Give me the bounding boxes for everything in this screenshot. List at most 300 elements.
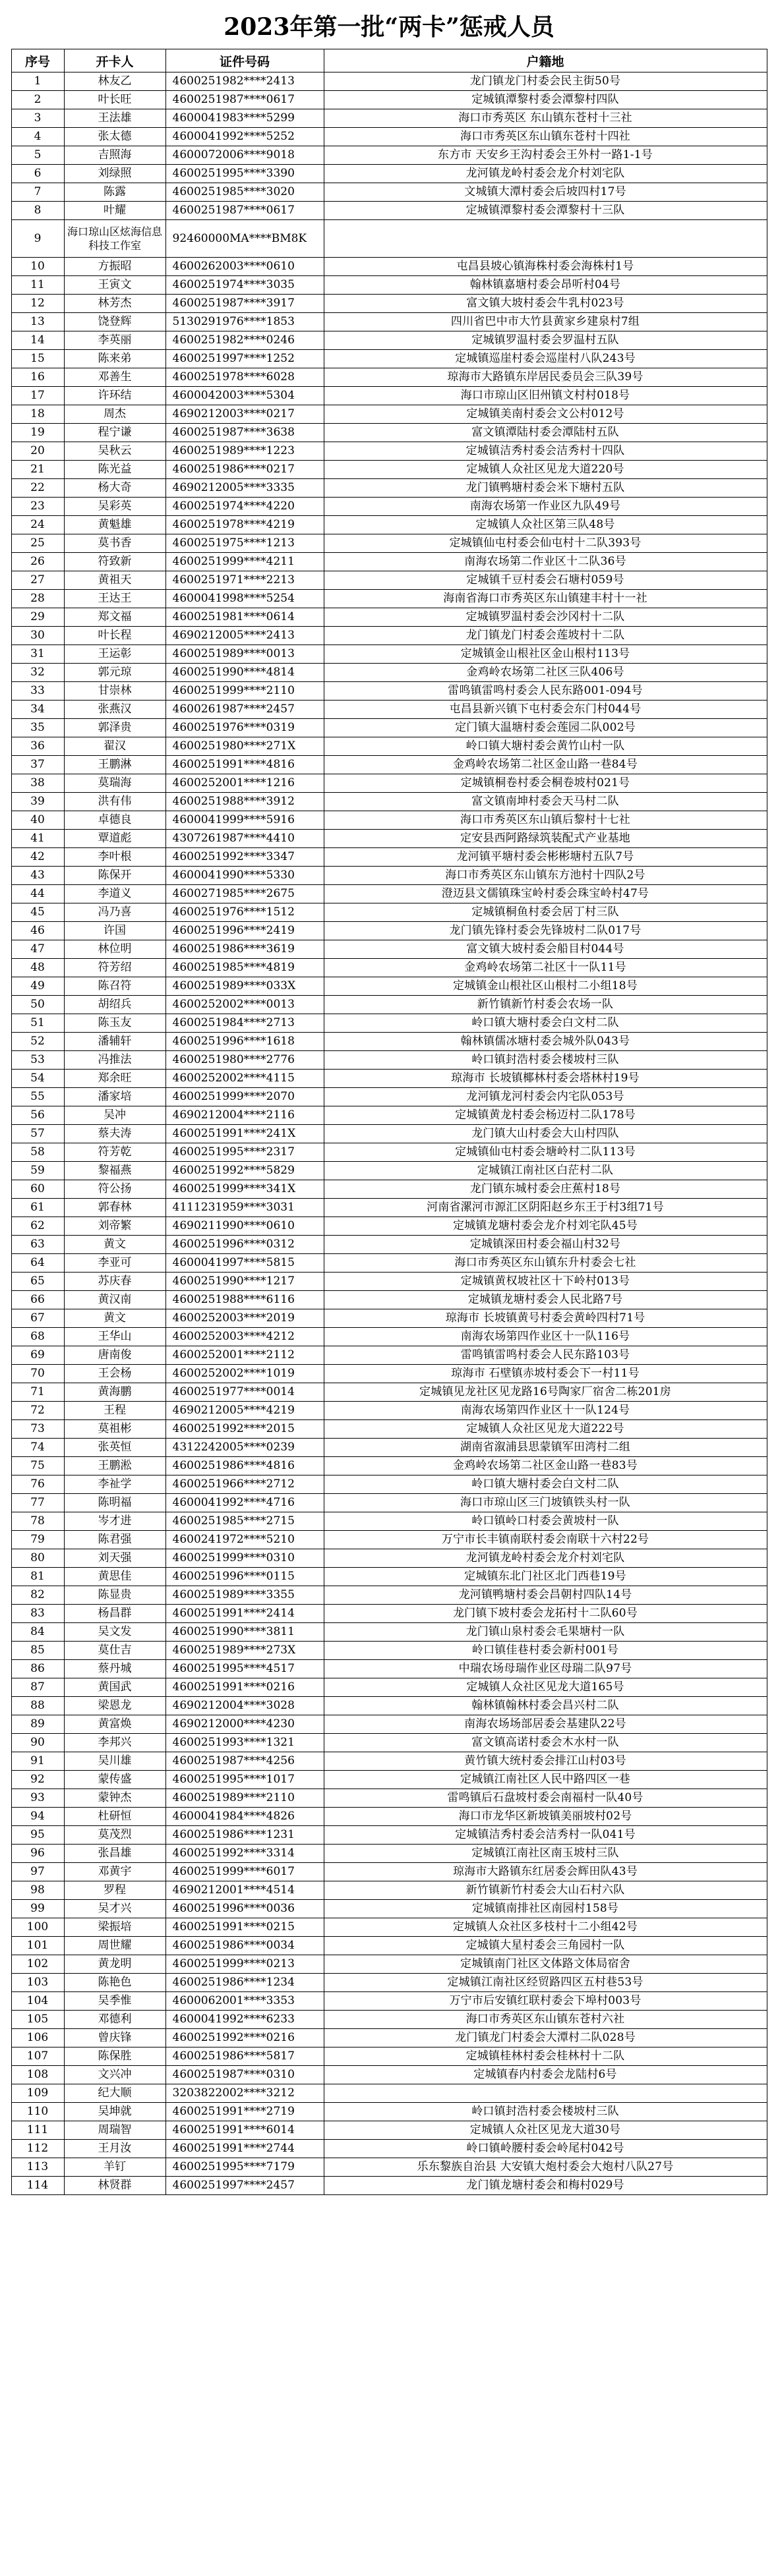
cell-name: 吴冲	[64, 1106, 165, 1125]
cell-name: 陈君强	[64, 1531, 165, 1549]
table-row	[11, 2011, 767, 2029]
table-row	[11, 793, 767, 811]
cell-index: 62	[11, 1217, 64, 1236]
cell-id-number: 4600252002****1019	[165, 1365, 324, 1383]
table-row	[11, 350, 767, 368]
cell-address: 龙河镇平塘村委会彬彬塘村五队7号	[324, 848, 767, 867]
cell-name: 莫书香	[64, 534, 165, 553]
cell-address	[324, 220, 767, 258]
cell-address: 南海农场场部居委会基建队22号	[324, 1715, 767, 1734]
cell-address: 岭口镇岭腰村委会岭尾村042号	[324, 2140, 767, 2158]
table-row	[11, 811, 767, 830]
cell-id-number: 4600251991****2719	[165, 2103, 324, 2121]
cell-address: 海口市秀英区东山镇东苍村六社	[324, 2011, 767, 2029]
cell-index: 82	[11, 1586, 64, 1605]
cell-index: 67	[11, 1309, 64, 1328]
cell-index: 6	[11, 165, 64, 183]
cell-address: 龙门镇东城村委会庄蕉村18号	[324, 1180, 767, 1199]
table-row	[11, 258, 767, 276]
table-row	[11, 664, 767, 682]
table-row	[11, 1881, 767, 1900]
table-row	[11, 922, 767, 940]
cell-index: 7	[11, 183, 64, 202]
cell-id-number: 4600251980****2776	[165, 1051, 324, 1070]
cell-name: 张昌雄	[64, 1845, 165, 1863]
cell-id-number: 4600251987****3917	[165, 295, 324, 313]
cell-index: 28	[11, 590, 64, 608]
table-header-row	[11, 49, 767, 72]
cell-index: 3	[11, 109, 64, 128]
cell-name: 陈保胜	[64, 2047, 165, 2066]
cell-index: 31	[11, 645, 64, 664]
table-row	[11, 1900, 767, 1918]
cell-name: 陈来弟	[64, 350, 165, 368]
table-row	[11, 867, 767, 885]
cell-id-number: 4600251990****4814	[165, 664, 324, 682]
cell-id-number: 4111231959****3031	[165, 1199, 324, 1217]
cell-index: 35	[11, 719, 64, 737]
header-household-address: 户籍地	[324, 49, 767, 72]
cell-name: 王鹏淞	[64, 1457, 165, 1475]
cell-index: 12	[11, 295, 64, 313]
table-row	[11, 848, 767, 867]
cell-name: 陈艳色	[64, 1974, 165, 1992]
cell-name: 甘崇林	[64, 682, 165, 701]
cell-name: 卓德良	[64, 811, 165, 830]
cell-index: 61	[11, 1199, 64, 1217]
cell-address: 龙河镇龙岭村委会龙介村刘宅队	[324, 165, 767, 183]
table-row	[11, 1217, 767, 1236]
cell-id-number: 4600251978****6028	[165, 368, 324, 387]
cell-index: 42	[11, 848, 64, 867]
cell-index: 15	[11, 350, 64, 368]
cell-index: 110	[11, 2103, 64, 2121]
table-row	[11, 2177, 767, 2195]
cell-name: 莫瑞海	[64, 774, 165, 793]
cell-name: 王达王	[64, 590, 165, 608]
cell-index: 24	[11, 516, 64, 534]
cell-id-number: 5130291976****1853	[165, 313, 324, 331]
cell-address: 海口市琼山区三门坡镇铁头村一队	[324, 1494, 767, 1512]
cell-address: 定城镇见龙社区见龙路16号陶家厂宿舍二栋201房	[324, 1383, 767, 1402]
cell-name: 莫茂烈	[64, 1826, 165, 1845]
cell-address: 定城镇美南村委会文公村012号	[324, 405, 767, 424]
table-row	[11, 1254, 767, 1273]
cell-address: 定城镇龙塘村委会龙介村刘宅队45号	[324, 1217, 767, 1236]
cell-id-number: 4600251999****341X	[165, 1180, 324, 1199]
cell-name: 蒙钟杰	[64, 1789, 165, 1808]
cell-address: 定城镇江南社区经贸路四区五村巷53号	[324, 1974, 767, 1992]
cell-name: 周杰	[64, 405, 165, 424]
cell-address: 屯昌县新兴镇下屯村委会东门村044号	[324, 701, 767, 719]
cell-name: 陈显贵	[64, 1586, 165, 1605]
cell-index: 22	[11, 479, 64, 498]
cell-index: 53	[11, 1051, 64, 1070]
cell-address: 海口市秀英区东山镇东苍村十四社	[324, 128, 767, 146]
table-row	[11, 1439, 767, 1457]
cell-id-number: 4600041998****5254	[165, 590, 324, 608]
table-row	[11, 109, 767, 128]
cell-name: 李祉学	[64, 1475, 165, 1494]
table-row	[11, 1955, 767, 1974]
table-row	[11, 1752, 767, 1771]
cell-id-number: 4600251987****4256	[165, 1752, 324, 1771]
cell-name: 饶登辉	[64, 313, 165, 331]
cell-address: 定城镇洁秀村委会洁秀村一队041号	[324, 1826, 767, 1845]
cell-address: 南海农场第四作业区十一队116号	[324, 1328, 767, 1346]
cell-index: 74	[11, 1439, 64, 1457]
cell-address: 龙门镇龙门村委会民主街50号	[324, 72, 767, 91]
table-row	[11, 1918, 767, 1937]
cell-id-number: 4600251999****0310	[165, 1549, 324, 1568]
cell-id-number: 4600251974****3035	[165, 276, 324, 295]
cell-index: 33	[11, 682, 64, 701]
cell-index: 81	[11, 1568, 64, 1586]
cell-index: 20	[11, 442, 64, 461]
cell-address: 定城镇人众社区见龙大道30号	[324, 2121, 767, 2140]
cell-name: 莫祖彬	[64, 1420, 165, 1439]
cell-name: 黄魁雄	[64, 516, 165, 534]
cell-id-number: 4600251975****1213	[165, 534, 324, 553]
cell-name: 吴文发	[64, 1623, 165, 1642]
cell-name: 杨大奇	[64, 479, 165, 498]
cell-address: 海口市秀英区 东山镇东苍村十三社	[324, 109, 767, 128]
cell-address: 定安县西阿路绿筑装配式产业基地	[324, 830, 767, 848]
cell-index: 107	[11, 2047, 64, 2066]
table-row	[11, 387, 767, 405]
cell-id-number: 4600251995****3390	[165, 165, 324, 183]
table-row	[11, 1309, 767, 1328]
cell-index: 44	[11, 885, 64, 903]
cell-name: 苏庆春	[64, 1273, 165, 1291]
cell-id-number: 4690212005****4219	[165, 1402, 324, 1420]
cell-address: 定城镇金山根社区山根村二小组18号	[324, 977, 767, 996]
cell-index: 68	[11, 1328, 64, 1346]
cell-id-number: 4600072006****9018	[165, 146, 324, 165]
cell-id-number: 4600251995****4517	[165, 1660, 324, 1678]
cell-index: 30	[11, 627, 64, 645]
cell-address: 澄迈县文儒镇珠宝岭村委会珠宝岭村47号	[324, 885, 767, 903]
cell-address: 定城镇人众社区见龙大道220号	[324, 461, 767, 479]
cell-address: 海口市秀英区东山镇东方池村十四队2号	[324, 867, 767, 885]
cell-address	[324, 2084, 767, 2103]
cell-index: 63	[11, 1236, 64, 1254]
cell-name: 郭泽贵	[64, 719, 165, 737]
table-row	[11, 1808, 767, 1826]
cell-id-number: 4690212001****4514	[165, 1881, 324, 1900]
cell-name: 蔡丹城	[64, 1660, 165, 1678]
cell-index: 89	[11, 1715, 64, 1734]
cell-name: 刘绿照	[64, 165, 165, 183]
cell-address: 文城镇大潭村委会后坡四村17号	[324, 183, 767, 202]
cell-id-number: 4600041992****6233	[165, 2011, 324, 2029]
cell-address: 定城镇人众社区见龙大道165号	[324, 1678, 767, 1697]
cell-index: 64	[11, 1254, 64, 1273]
cell-address: 定城镇人众社区多枝村十二小组42号	[324, 1918, 767, 1937]
cell-name: 王程	[64, 1402, 165, 1420]
table-row	[11, 516, 767, 534]
cell-name: 邓德利	[64, 2011, 165, 2029]
cell-name: 刘天强	[64, 1549, 165, 1568]
cell-id-number: 4600251985****3020	[165, 183, 324, 202]
cell-index: 77	[11, 1494, 64, 1512]
cell-address: 万宁市长丰镇南联村委会南联十六村22号	[324, 1531, 767, 1549]
cell-name: 符公扬	[64, 1180, 165, 1199]
table-row	[11, 220, 767, 258]
cell-address: 定城镇江南社区人民中路四区一巷	[324, 1771, 767, 1789]
table-row	[11, 885, 767, 903]
cell-address: 金鸡岭农场第二社区金山路一巷83号	[324, 1457, 767, 1475]
table-row	[11, 1771, 767, 1789]
cell-index: 1	[11, 72, 64, 91]
cell-index: 102	[11, 1955, 64, 1974]
cell-name: 黄祖天	[64, 571, 165, 590]
cell-id-number: 4600251986****3619	[165, 940, 324, 959]
table-row	[11, 756, 767, 774]
table-row	[11, 1328, 767, 1346]
cell-address: 岭口镇岭口村委会黄坡村一队	[324, 1512, 767, 1531]
cell-address: 岭口镇大塘村委会黄竹山村一队	[324, 737, 767, 756]
cell-address: 金鸡岭农场第二社区三队406号	[324, 664, 767, 682]
cell-id-number: 4600251992****0216	[165, 2029, 324, 2047]
cell-name: 梁振培	[64, 1918, 165, 1937]
cell-id-number: 4600251991****0215	[165, 1918, 324, 1937]
table-row	[11, 1531, 767, 1549]
cell-id-number: 4600251976****1512	[165, 903, 324, 922]
table-row	[11, 1863, 767, 1881]
table-row	[11, 72, 767, 91]
table-row	[11, 996, 767, 1014]
cell-name: 李邦兴	[64, 1734, 165, 1752]
cell-index: 50	[11, 996, 64, 1014]
cell-index: 39	[11, 793, 64, 811]
cell-name: 李亚可	[64, 1254, 165, 1273]
table-row	[11, 737, 767, 756]
cell-id-number: 4600251987****0617	[165, 202, 324, 220]
cell-name: 羊钉	[64, 2158, 165, 2177]
table-row	[11, 424, 767, 442]
cell-id-number: 4600252001****1216	[165, 774, 324, 793]
cell-index: 111	[11, 2121, 64, 2140]
cell-name: 文兴冲	[64, 2066, 165, 2084]
cell-index: 113	[11, 2158, 64, 2177]
cell-index: 88	[11, 1697, 64, 1715]
cell-id-number: 4600251981****0614	[165, 608, 324, 627]
cell-id-number: 4600041984****4826	[165, 1808, 324, 1826]
cell-index: 18	[11, 405, 64, 424]
cell-name: 唐南俊	[64, 1346, 165, 1365]
cell-id-number: 4600251989****1223	[165, 442, 324, 461]
cell-address: 雷鸣镇雷鸣村委会人民东路103号	[324, 1346, 767, 1365]
cell-id-number: 4600041990****5330	[165, 867, 324, 885]
cell-name: 邓黄宇	[64, 1863, 165, 1881]
table-row	[11, 1697, 767, 1715]
cell-id-number: 4600251999****0213	[165, 1955, 324, 1974]
cell-name: 张太德	[64, 128, 165, 146]
cell-address: 雷鸣镇雷鸣村委会人民东路001-094号	[324, 682, 767, 701]
cell-name: 郭元琼	[64, 664, 165, 682]
cell-address: 龙门镇龙门村委会大潭村二队028号	[324, 2029, 767, 2047]
cell-name: 吴川雄	[64, 1752, 165, 1771]
cell-index: 37	[11, 756, 64, 774]
cell-address: 定城镇黄权坡社区十下岭村013号	[324, 1273, 767, 1291]
cell-address: 龙门镇大山村委会大山村四队	[324, 1125, 767, 1143]
cell-name: 符芳乾	[64, 1143, 165, 1162]
cell-id-number: 4600251986****0034	[165, 1937, 324, 1955]
cell-id-number: 4600252002****0013	[165, 996, 324, 1014]
cell-name: 岑才进	[64, 1512, 165, 1531]
table-row	[11, 1789, 767, 1808]
cell-index: 57	[11, 1125, 64, 1143]
cell-address: 富文镇大坡村委会船目村044号	[324, 940, 767, 959]
cell-name: 梁恩龙	[64, 1697, 165, 1715]
table-row	[11, 1383, 767, 1402]
cell-index: 73	[11, 1420, 64, 1439]
cell-name: 陈明福	[64, 1494, 165, 1512]
cell-index: 71	[11, 1383, 64, 1402]
cell-index: 91	[11, 1752, 64, 1771]
cell-id-number: 4600251980****271X	[165, 737, 324, 756]
cell-id-number: 4600251986****0217	[165, 461, 324, 479]
cell-index: 69	[11, 1346, 64, 1365]
table-row	[11, 627, 767, 645]
cell-address: 琼海市大路镇东红居委会辉田队43号	[324, 1863, 767, 1881]
table-row	[11, 1180, 767, 1199]
cell-id-number: 4600251987****0617	[165, 91, 324, 109]
table-row	[11, 534, 767, 553]
table-row	[11, 461, 767, 479]
cell-name: 陈召符	[64, 977, 165, 996]
cell-address: 定城镇潭黎村委会潭黎村四队	[324, 91, 767, 109]
cell-id-number: 92460000MA****BM8K	[165, 220, 324, 258]
cell-id-number: 4600251996****0036	[165, 1900, 324, 1918]
cell-name: 陈保开	[64, 867, 165, 885]
table-row	[11, 1642, 767, 1660]
cell-id-number: 4600251990****3811	[165, 1623, 324, 1642]
cell-index: 26	[11, 553, 64, 571]
cell-address: 定城镇巡崖村委会巡崖村八队243号	[324, 350, 767, 368]
cell-index: 83	[11, 1605, 64, 1623]
cell-id-number: 4690212005****3335	[165, 479, 324, 498]
cell-id-number: 4600251966****2712	[165, 1475, 324, 1494]
cell-index: 60	[11, 1180, 64, 1199]
cell-name: 王寅文	[64, 276, 165, 295]
cell-index: 108	[11, 2066, 64, 2084]
cell-index: 45	[11, 903, 64, 922]
table-row	[11, 959, 767, 977]
table-row	[11, 1937, 767, 1955]
table-row	[11, 682, 767, 701]
cell-name: 洪有伟	[64, 793, 165, 811]
cell-id-number: 4600251996****1618	[165, 1033, 324, 1051]
cell-address: 琼海市 长坡镇黄号村委会黄岭四村71号	[324, 1309, 767, 1328]
cell-id-number: 4600251986****1231	[165, 1826, 324, 1845]
cell-index: 105	[11, 2011, 64, 2029]
table-row	[11, 701, 767, 719]
cell-id-number: 4600251992****2015	[165, 1420, 324, 1439]
cell-name: 吴坤就	[64, 2103, 165, 2121]
cell-address: 万宁市后安镇红联村委会下埠村003号	[324, 1992, 767, 2011]
cell-address: 琼海市 石壁镇赤坡村委会下一村11号	[324, 1365, 767, 1383]
cell-name: 林贤群	[64, 2177, 165, 2195]
cell-id-number: 4600042003****5304	[165, 387, 324, 405]
cell-id-number: 4690212004****3028	[165, 1697, 324, 1715]
cell-address: 海南省海口市秀英区东山镇建丰村十一社	[324, 590, 767, 608]
cell-index: 106	[11, 2029, 64, 2047]
cell-name: 许国	[64, 922, 165, 940]
table-row	[11, 1088, 767, 1106]
cell-index: 75	[11, 1457, 64, 1475]
cell-name: 叶长旺	[64, 91, 165, 109]
cell-index: 46	[11, 922, 64, 940]
cell-address: 龙河镇龙河村委会内宅队053号	[324, 1088, 767, 1106]
cell-name: 曾庆锋	[64, 2029, 165, 2047]
cell-id-number: 4600251999****2070	[165, 1088, 324, 1106]
cell-id-number: 4600251991****0216	[165, 1678, 324, 1697]
cell-index: 104	[11, 1992, 64, 2011]
cell-id-number: 4600251992****3347	[165, 848, 324, 867]
cell-address: 海口市龙华区新坡镇美丽坡村02号	[324, 1808, 767, 1826]
cell-name: 郑余旺	[64, 1070, 165, 1088]
cell-name: 王会杨	[64, 1365, 165, 1383]
cell-index: 10	[11, 258, 64, 276]
cell-name: 纪大顺	[64, 2084, 165, 2103]
cell-id-number: 4600251987****0310	[165, 2066, 324, 2084]
cell-address: 黄竹镇大统村委会排江山村03号	[324, 1752, 767, 1771]
cell-name: 王华山	[64, 1328, 165, 1346]
cell-index: 27	[11, 571, 64, 590]
cell-address: 定城镇江南社区白茫村二队	[324, 1162, 767, 1180]
table-row	[11, 498, 767, 516]
cell-name: 符致新	[64, 553, 165, 571]
cell-id-number: 4600251986****1234	[165, 1974, 324, 1992]
cell-address: 龙河镇龙岭村委会龙介村刘宅队	[324, 1549, 767, 1568]
cell-name: 冯推法	[64, 1051, 165, 1070]
header-id-number: 证件号码	[165, 49, 324, 72]
cell-address: 富文镇高诺村委会木水村一队	[324, 1734, 767, 1752]
cell-address: 富文镇大坡村委会牛乳村023号	[324, 295, 767, 313]
cell-index: 43	[11, 867, 64, 885]
cell-id-number: 4600251989****033X	[165, 977, 324, 996]
cell-address: 岭口镇大塘村委会白文村二队	[324, 1014, 767, 1033]
cell-index: 58	[11, 1143, 64, 1162]
cell-id-number: 4600251989****3355	[165, 1586, 324, 1605]
cell-index: 52	[11, 1033, 64, 1051]
cell-name: 杜研恒	[64, 1808, 165, 1826]
cell-name: 吴才兴	[64, 1900, 165, 1918]
cell-id-number: 4600261987****2457	[165, 701, 324, 719]
cell-index: 2	[11, 91, 64, 109]
cell-index: 101	[11, 1937, 64, 1955]
cell-name: 郭春林	[64, 1199, 165, 1217]
cell-id-number: 4600251988****6116	[165, 1291, 324, 1309]
cell-index: 47	[11, 940, 64, 959]
table-row	[11, 1291, 767, 1309]
table-row	[11, 940, 767, 959]
table-row	[11, 202, 767, 220]
cell-id-number: 4690212000****4230	[165, 1715, 324, 1734]
cell-name: 胡绍兵	[64, 996, 165, 1014]
cell-address: 琼海市大路镇东岸居民委员会三队39号	[324, 368, 767, 387]
cell-name: 吴季惟	[64, 1992, 165, 2011]
cell-index: 8	[11, 202, 64, 220]
cell-id-number: 4600251997****2457	[165, 2177, 324, 2195]
table-row	[11, 1402, 767, 1420]
table-row	[11, 2158, 767, 2177]
cell-index: 95	[11, 1826, 64, 1845]
cell-index: 51	[11, 1014, 64, 1033]
cell-address: 龙门镇龙塘村委会和梅村029号	[324, 2177, 767, 2195]
